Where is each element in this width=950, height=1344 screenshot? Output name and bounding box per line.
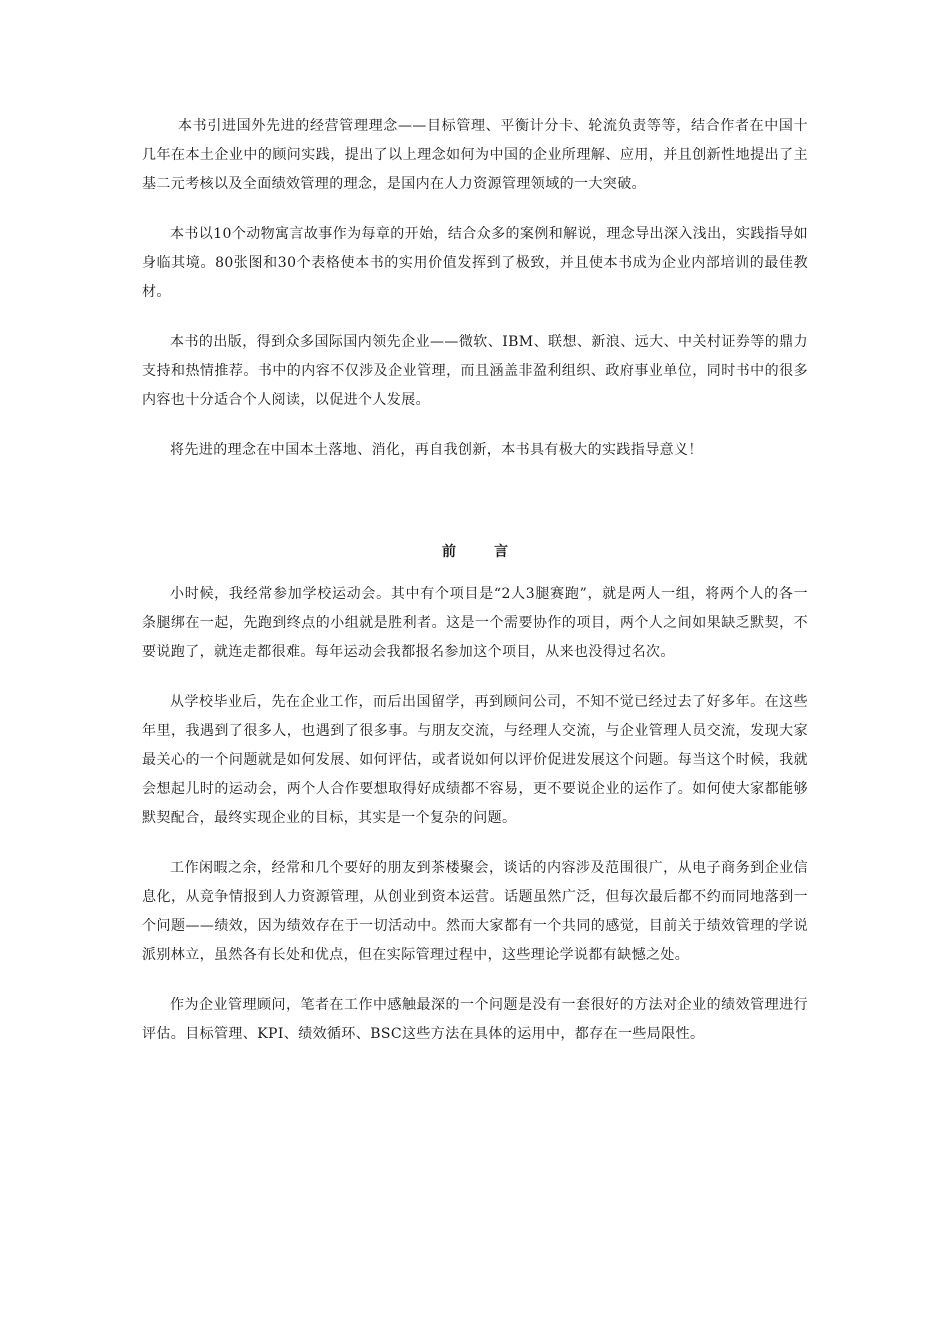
preface-section	[142, 538, 808, 1049]
document-page	[142, 112, 808, 1049]
preface-paragraph: 作为企业管理顾问，笔者在工作中感触最深的一个问题是没有一套很好的方法对企业的绩效管理进行评估。目标管理、KPI、绩效循环、BSC这些方法在具体的运用中，都存在一些局限性。	[142, 997, 808, 1042]
intro-paragraph: 将先进的理念在中国本土落地、消化，再自我创新，本书具有极大的实践指导意义！	[170, 442, 703, 458]
preface-heading-char: 言	[494, 544, 508, 560]
intro-paragraph: 本书引进国外先进的经营管理理念——目标管理、平衡计分卡、轮流负责等等，结合作者在中国十几年在本土企业中的顾问实践，提出了以上理念如何为中国的企业所理解、应用，并且创新性地提出了主基二元考核以及全面绩效管理的理念，是国内在人力资源管理领域的一大突破。	[142, 118, 808, 192]
intro-paragraph: 本书的出版，得到众多国际国内领先企业——微软、IBM、联想、新浪、远大、中关村证券等的鼎力支持和热情推荐。书中的内容不仅涉及企业管理，而且涵盖非盈利组织、政府事业单位，同时书中的很多内容也十分适合个人阅读，以促进个人发展。	[142, 334, 808, 408]
preface-paragraph: 小时候，我经常参加学校运动会。其中有个项目是“2人3腿赛跑”，就是两人一组，将两个人的各一条腿绑在一起，先跑到终点的小组就是胜利者。这是一个需要协作的项目，两个人之间如果缺乏默契，不要说跑了，就连走都很难。每年运动会我都报名参加这个项目，从来也没得过名次。	[142, 586, 808, 660]
preface-paragraph: 工作闲暇之余，经常和几个要好的朋友到茶楼聚会，谈话的内容涉及范围很广，从电子商务到企业信息化，从竞争情报到人力资源管理，从创业到资本运营。话题虽然广泛，但每次最后都不约而同地落到一个问题——绩效，因为绩效存在于一切活动中。然而大家都有一个共同的感觉，目前关于绩效管理的学说派别林立，虽然各有长处和优点，但在实际管理过程中，这些理论学说都有缺憾之处。	[142, 860, 808, 963]
preface-paragraph: 从学校毕业后，先在企业工作，而后出国留学，再到顾问公司，不知不觉已经过去了好多年。在这些年里，我遇到了很多人，也遇到了很多事。与朋友交流，与经理人交流，与企业管理人员交流，发现大家最关心的一个问题就是如何发展、如何评估，或者说如何以评价促进发展这个问题。每当这个时候，我就会想起儿时的运动会，两个人合作要想取得好成绩都不容易，更不要说企业的运作了。如何使大家都能够默契配合，最终实现企业的目标，其实是一个复杂的问题。	[142, 694, 808, 826]
preface-heading-char: 前	[442, 544, 456, 560]
section-spacer	[142, 465, 808, 538]
intro-paragraph: 本书以10个动物寓言故事作为每章的开始，结合众多的案例和解说，理念导出深入浅出，实践指导如身临其境。80张图和30个表格使本书的实用价值发挥到了极致，并且使本书成为企业内部培训的最佳教材。	[142, 226, 808, 300]
intro-section	[142, 112, 808, 465]
preface-heading	[142, 538, 808, 567]
